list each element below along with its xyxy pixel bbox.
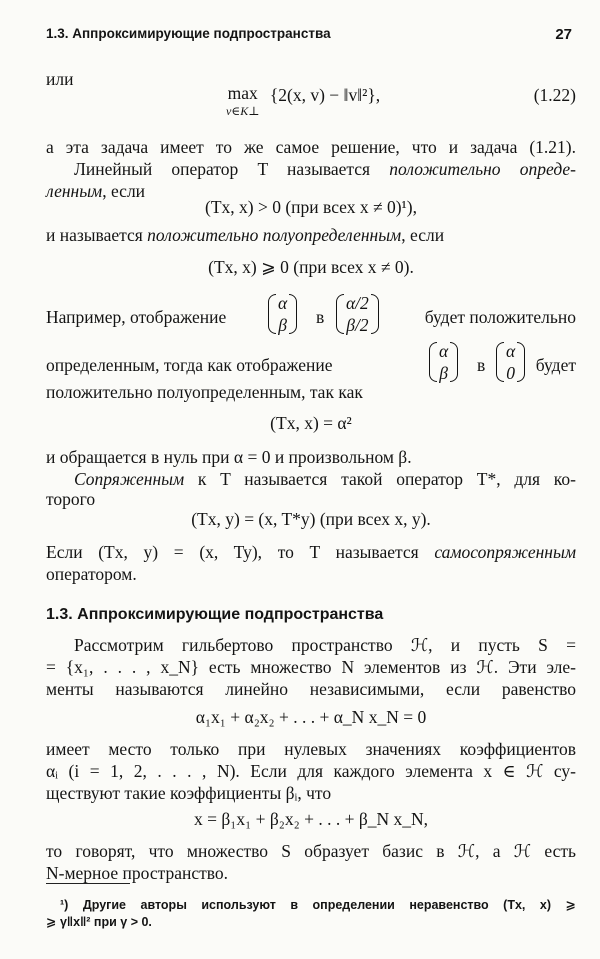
text-line: ществуют такие коэффициенты βᵢ, что (46, 783, 332, 803)
equation-positive-definite: (Tx, x) > 0 (при всех x ≠ 0)¹), (205, 197, 417, 217)
equation-number: (1.22) (533, 85, 576, 105)
text-line: Рассмотрим гильбертово пространство ℋ, и пусть S = (74, 635, 576, 655)
equation-basis: x = β₁x₁ + β₂x₂ + . . . + β_N x_N, (194, 809, 428, 829)
text-line: менты называются линейно независимыми, если равенство (46, 679, 576, 699)
equation-1-22 (46, 84, 576, 124)
text-span: определенным, тогда как отображение (46, 355, 333, 375)
equation-alpha-squared: (Tx, x) = α² (270, 413, 352, 433)
vector-entry: α (439, 341, 449, 361)
vector-entry: α (506, 341, 516, 361)
text-span: , если (102, 181, 146, 201)
text-line (46, 158, 576, 180)
equation-linear-combination: α₁x₁ + α₂x₂ + . . . + α_N x_N = 0 (195, 707, 427, 727)
italic-term: положительно опреде- (389, 159, 576, 179)
equation-adjoint: (Tx, y) = (x, T*y) (при всех x, y). (191, 509, 431, 529)
vector-entry: β/2 (346, 315, 369, 335)
text-line: N-мерное пространство. (46, 863, 229, 883)
column-vector (268, 292, 297, 336)
text-span: в (477, 355, 486, 375)
vector-entry: β (439, 363, 448, 383)
section-heading: 1.3. Аппроксимирующие подпространства (46, 606, 384, 623)
equation-semidefinite: (Tx, x) ⩾ 0 (при всех x ≠ 0). (208, 257, 414, 277)
italic-term: Сопряженным (74, 469, 185, 489)
header-title: 1.3. Аппроксимирующие подпространства (46, 26, 331, 41)
footnote-line: ¹) Другие авторы используют в определении неравенство (Tx, x) ⩾ (60, 898, 576, 912)
running-header (46, 26, 572, 41)
text-line: положительно полуопределенным, так как (46, 382, 363, 402)
text-span: будет (535, 355, 576, 375)
text-span: к T называется такой оператор T*, для ко- (184, 469, 576, 489)
vector-entry: α (278, 293, 288, 313)
text-line: торого (46, 489, 96, 509)
text-span: будет положительно (424, 307, 576, 327)
vector-entry: α/2 (346, 293, 369, 313)
footnote-line: ⩾ γ‖x‖² при γ > 0. (46, 915, 152, 929)
text-span: Если (Tx, y) = (x, Ty), то T называется (46, 542, 435, 562)
text-line: а эта задача имеет то же самое решение, что и задача (1.21). (46, 137, 576, 157)
column-vector (496, 340, 525, 384)
text-line (46, 468, 576, 490)
text-span: Например, отображение (46, 307, 227, 327)
italic-term: положительно полуопределенным (147, 225, 402, 245)
text-line-with-matrices (46, 290, 576, 340)
page-number: 27 (555, 26, 572, 43)
text-span: Линейный оператор T называется (74, 159, 390, 179)
italic-term: ленным (46, 181, 103, 201)
text-line (46, 541, 576, 563)
text-line: или (46, 69, 74, 89)
text-span: и называется (46, 225, 148, 245)
column-vector (429, 340, 458, 384)
eq-body: {2(x, v) − ‖v‖²}, (269, 85, 381, 105)
text-line: то говорят, что множество S образует базис в ℋ, а ℋ есть (46, 841, 576, 861)
italic-term: самосопряженным (434, 542, 576, 562)
text-line: = {x₁, . . . , x_N} есть множество N элементов из ℋ. Эти эле- (46, 657, 576, 677)
eq-max-subscript: v∈K⊥ (226, 104, 260, 118)
column-vector (336, 292, 379, 336)
text-span: , если (401, 225, 445, 245)
footnote-divider (46, 883, 130, 884)
text-span: в (316, 307, 325, 327)
text-line: и обращается в нуль при α = 0 и произвольном β. (46, 447, 412, 467)
vector-entry: β (278, 315, 287, 335)
text-line: имеет место только при нулевых значениях коэффициентов (46, 739, 576, 759)
text-line: αᵢ (i = 1, 2, . . . , N). Если для каждого элемента x ∈ ℋ су- (46, 761, 576, 781)
vector-entry: 0 (506, 363, 515, 383)
eq-max: max (227, 83, 258, 103)
text-line (46, 224, 576, 246)
text-line: оператором. (46, 564, 137, 584)
